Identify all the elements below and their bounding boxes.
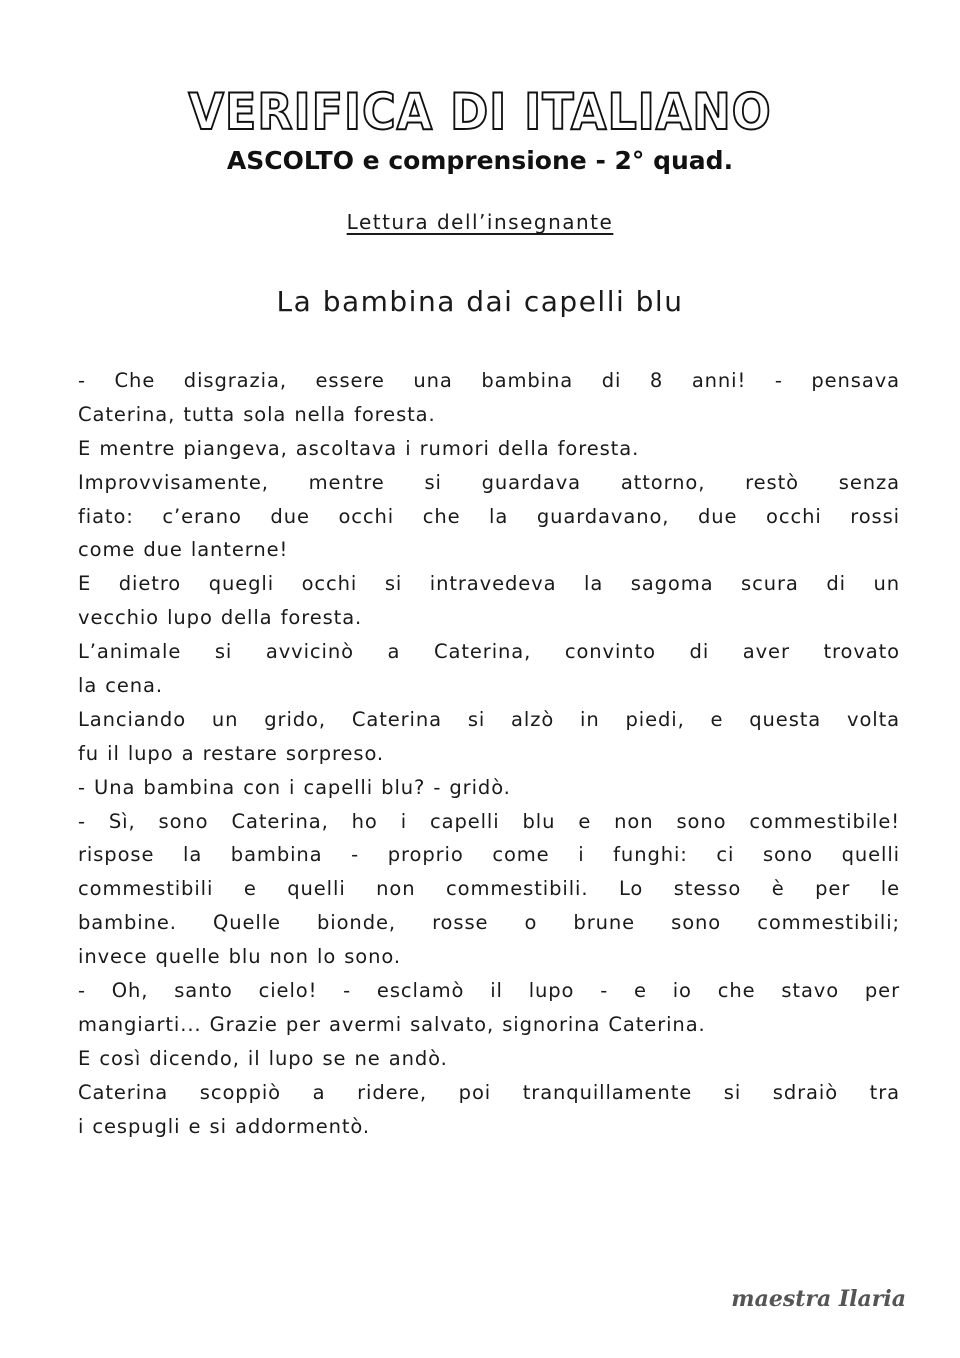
story-line: Caterina scoppiò a ridere, poi tranquillamente si sdraiò tra [78,1080,900,1104]
story-line: i cespugli e si addormentò. [78,1114,371,1138]
story-line: Improvvisamente, mentre si guardava attorno, restò senza [78,470,900,494]
story-text [78,364,900,1143]
reading-label-text: Lettura dell’insegnante [346,210,614,234]
story-line: vecchio lupo della foresta. [78,606,363,630]
story-line: - Sì, sono Caterina, ho i capelli blu e non sono commestibile! [78,809,900,833]
story-line: - Una bambina con i capelli blu? - gridò. [78,775,511,799]
story-line: - Che disgrazia, essere una bambina di 8 anni! - pensava [78,369,900,392]
story-line: mangiarti... Grazie per avermi salvato, signorina Caterina. [78,1012,706,1036]
story-title: La bambina dai capelli blu [276,285,684,318]
page-subtitle: ASCOLTO e comprensione - 2° quad. [226,146,734,175]
story-line: fiato: c’erano due occhi che la guardavano, due occhi rossi [78,504,900,528]
story-line: E così dicendo, il lupo se ne andò. [78,1046,448,1070]
story-line: L’animale si avvicinò a Caterina, convinto di aver trovato [78,640,900,664]
story-line: invece quelle blu non lo sono. [78,945,401,969]
story-line: rispose la bambina - proprio come i funghi: ci sono quelli [78,843,900,867]
story-line: Caterina, tutta sola nella foresta. [78,402,436,426]
story-line: come due lanterne! [78,538,289,562]
story-line: - Oh, santo cielo! - esclamò il lupo - e io che stavo per [78,979,900,1003]
story-line: Lanciando un grido, Caterina si alzò in piedi, e questa volta [78,707,900,731]
story-line: commestibili e quelli non commestibili. Lo stesso è per le [78,877,900,901]
story-line: E dietro quegli occhi si intravedeva la sagoma scura di un [78,572,900,596]
story-line: la cena. [78,674,163,698]
story-line: bambine. Quelle bionde, rosse o brune sono commestibili; [78,911,900,935]
story-line: fu il lupo a restare sorpreso. [78,741,385,765]
reading-label [0,208,960,236]
page-title: VERIFICA DI ITALIANO [188,83,772,141]
story-line: E mentre piangeva, ascoltava i rumori della foresta. [78,436,640,460]
author-signature: maestra Ilaria [731,1286,906,1312]
